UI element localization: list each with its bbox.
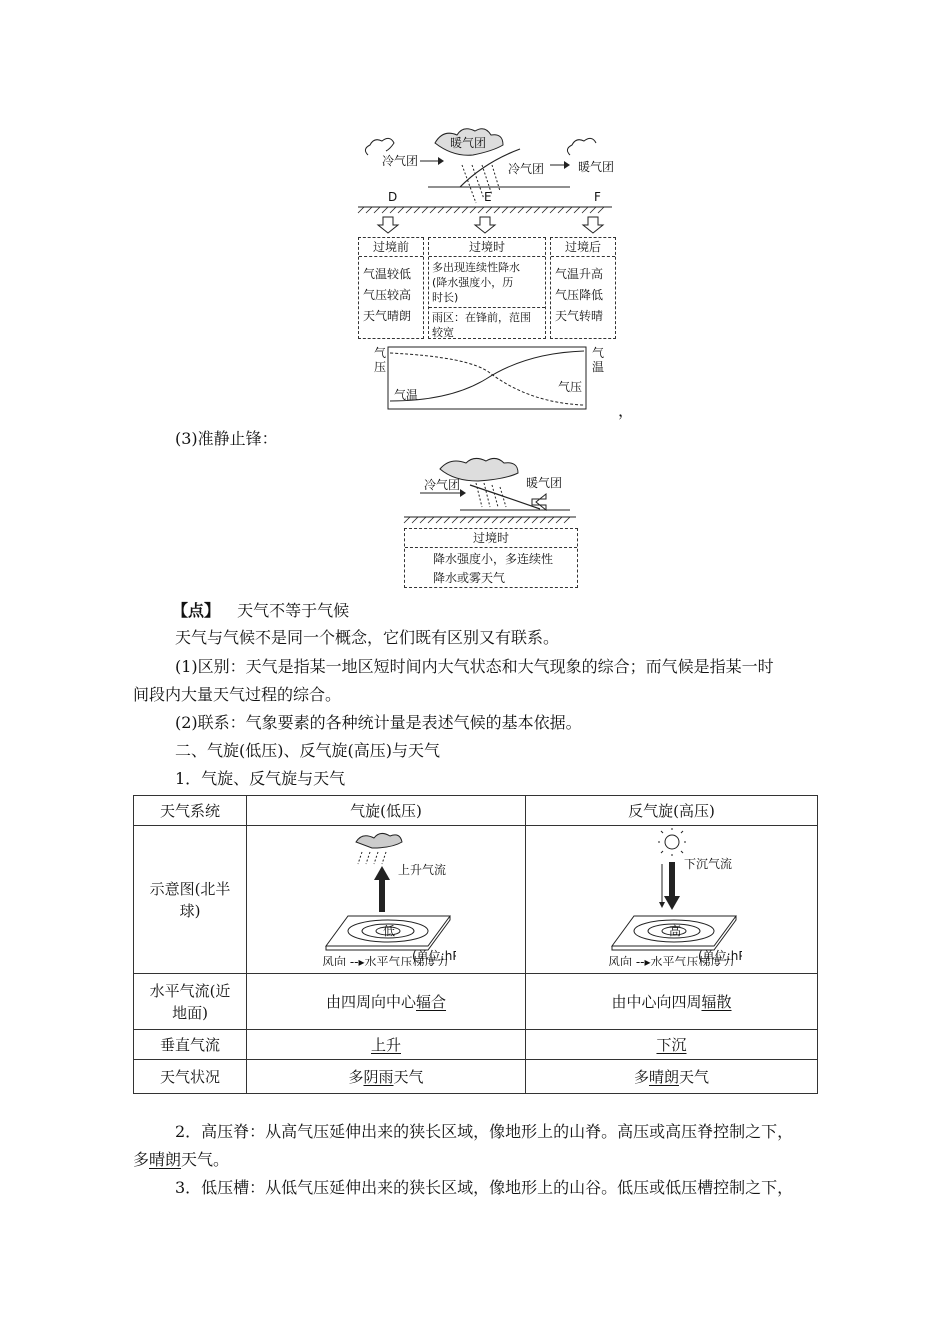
- during-front-line-4: 雨区：在锋前，范围: [432, 311, 531, 324]
- subsection-1-heading: 1．气旋、反气旋与天气: [175, 769, 346, 788]
- before-front-line-1: 气温较低: [363, 267, 412, 281]
- updraft-label: 上升气流: [398, 862, 447, 877]
- anticyclone-diagram: [602, 828, 742, 966]
- point-heading: [172, 600, 349, 622]
- sun-icon: [665, 835, 679, 849]
- vertical-anticyclone: 下沉: [526, 1030, 818, 1060]
- cyclone-anticyclone-table: [133, 795, 818, 1094]
- during-front-line-1: 多出现连续性降水: [432, 261, 520, 274]
- stationary-box-title: 过境时: [405, 529, 577, 548]
- warm-air-mass-label: 暖气团: [450, 136, 487, 150]
- trough-line-1: 3．低压槽：从低气压延伸出来的狭长区域，像地形上的山谷。低压或低压槽控制之下，: [175, 1178, 794, 1197]
- anticyclone-unit-label: (单位:hP: [697, 948, 742, 963]
- header-anticyclone: 反气旋(高压): [526, 796, 818, 826]
- during-front-title: 过境时: [429, 238, 545, 257]
- anticyclone-center-label: 高: [668, 923, 681, 938]
- during-front-line-3: 时长): [432, 291, 459, 304]
- weather-anticyclone: 多晴朗天气: [526, 1060, 818, 1094]
- point-title: 天气不等于气候: [237, 601, 350, 620]
- temperature-curve-label: 气温: [394, 388, 419, 402]
- ridge-key: 晴朗: [149, 1150, 182, 1169]
- vertical-cyclone: 上升: [247, 1030, 526, 1060]
- stationary-box-line-1: 降水强度小，多连续性: [433, 552, 554, 566]
- graph-left-axis-top: 气: [374, 346, 387, 360]
- cyclone-legend: 风向 --▸水平气压梯度力: [322, 954, 449, 966]
- during-front-box: [428, 237, 546, 339]
- cyclone-center-label: 低: [383, 923, 396, 938]
- cyclone-unit-label: (单位:hP: [412, 948, 456, 963]
- during-front-line-5: 较宽: [432, 326, 454, 339]
- graph-right-axis-bottom: 温: [592, 360, 605, 374]
- section-2-heading: 二、气旋(低压)、反气旋(高压)与天气: [175, 741, 440, 760]
- pressure-curve-label: 气压: [558, 380, 583, 394]
- before-front-box: [358, 237, 424, 339]
- before-front-title: 过境前: [359, 238, 423, 257]
- point-tag: 【点】: [172, 601, 221, 620]
- after-front-title: 过境后: [551, 238, 615, 257]
- after-front-line-3: 天气转晴: [555, 309, 604, 323]
- graph-right-axis-top: 气: [592, 346, 605, 360]
- header-weather-system: 天气系统: [134, 796, 247, 826]
- section-3-heading: (3)准静止锋：: [175, 429, 278, 448]
- point-f-label: F: [594, 190, 601, 204]
- cold-air-mass-label: 冷气团: [382, 154, 419, 168]
- stationary-box-line-2: 降水或雾天气: [433, 571, 506, 585]
- trailing-comma: ，: [618, 401, 635, 420]
- anticyclone-diagram-cell: [526, 826, 818, 974]
- before-front-line-2: 气压较高: [363, 288, 412, 302]
- cold-air-mass-label-mid: 冷气团: [508, 162, 545, 176]
- row-label-weather: 天气状况: [134, 1060, 247, 1094]
- stationary-cold-label: 冷气团: [424, 478, 461, 492]
- downdraft-label: 下沉气流: [683, 856, 732, 871]
- horizontal-cyclone-key: 辐合: [416, 992, 447, 1011]
- weather-cyclone: 多阴雨天气: [247, 1060, 526, 1094]
- graph-left-axis-bottom: 压: [374, 360, 387, 374]
- point-difference-line-1: (1)区别：天气是指某一地区短时间内大气状态和大气现象的综合；而气候是指某一时: [175, 657, 774, 676]
- horizontal-cyclone: 由四周向中心辐合: [247, 974, 526, 1030]
- anticyclone-legend: 风向 --▸水平气压梯度力: [607, 954, 734, 966]
- stationary-warm-label: 暖气团: [526, 476, 563, 490]
- after-front-box: [550, 237, 616, 339]
- horizontal-anticyclone-key: 辐散: [701, 992, 732, 1011]
- point-intro: 天气与气候不是同一个概念，它们既有区别又有联系。: [175, 628, 560, 647]
- before-front-line-3: 天气晴朗: [363, 309, 412, 323]
- point-d-label: D: [388, 190, 398, 204]
- horizontal-anticyclone: 由中心向四周辐散: [526, 974, 818, 1030]
- row-label-horizontal: 水平气流(近 地面): [134, 974, 247, 1030]
- point-link: (2)联系：气象要素的各种统计量是表述气候的基本依据。: [175, 713, 582, 732]
- after-front-line-2: 气压降低: [555, 288, 604, 302]
- ridge-line-1: 2．高压脊：从高气压延伸出来的狭长区域，像地形上的山脊。高压或高压脊控制之下，: [175, 1122, 794, 1141]
- row-label-diagram: 示意图(北半 球): [134, 826, 247, 974]
- during-front-line-2: (降水强度小，历: [432, 276, 514, 289]
- point-e-label: E: [484, 190, 492, 204]
- after-front-line-1: 气温升高: [555, 267, 604, 281]
- cyclone-diagram-cell: [247, 826, 526, 974]
- stationary-front-diagram: [400, 455, 580, 525]
- row-label-vertical: 垂直气流: [134, 1030, 247, 1060]
- warm-air-mass-label-right: 暖气团: [578, 160, 615, 174]
- ridge-line-2: 多晴朗天气。: [133, 1150, 230, 1169]
- header-cyclone: 气旋(低压): [247, 796, 526, 826]
- point-difference-line-2: 间段内大量天气过程的综合。: [133, 685, 342, 704]
- cyclone-diagram: [316, 828, 456, 966]
- stationary-front-box: [404, 528, 578, 588]
